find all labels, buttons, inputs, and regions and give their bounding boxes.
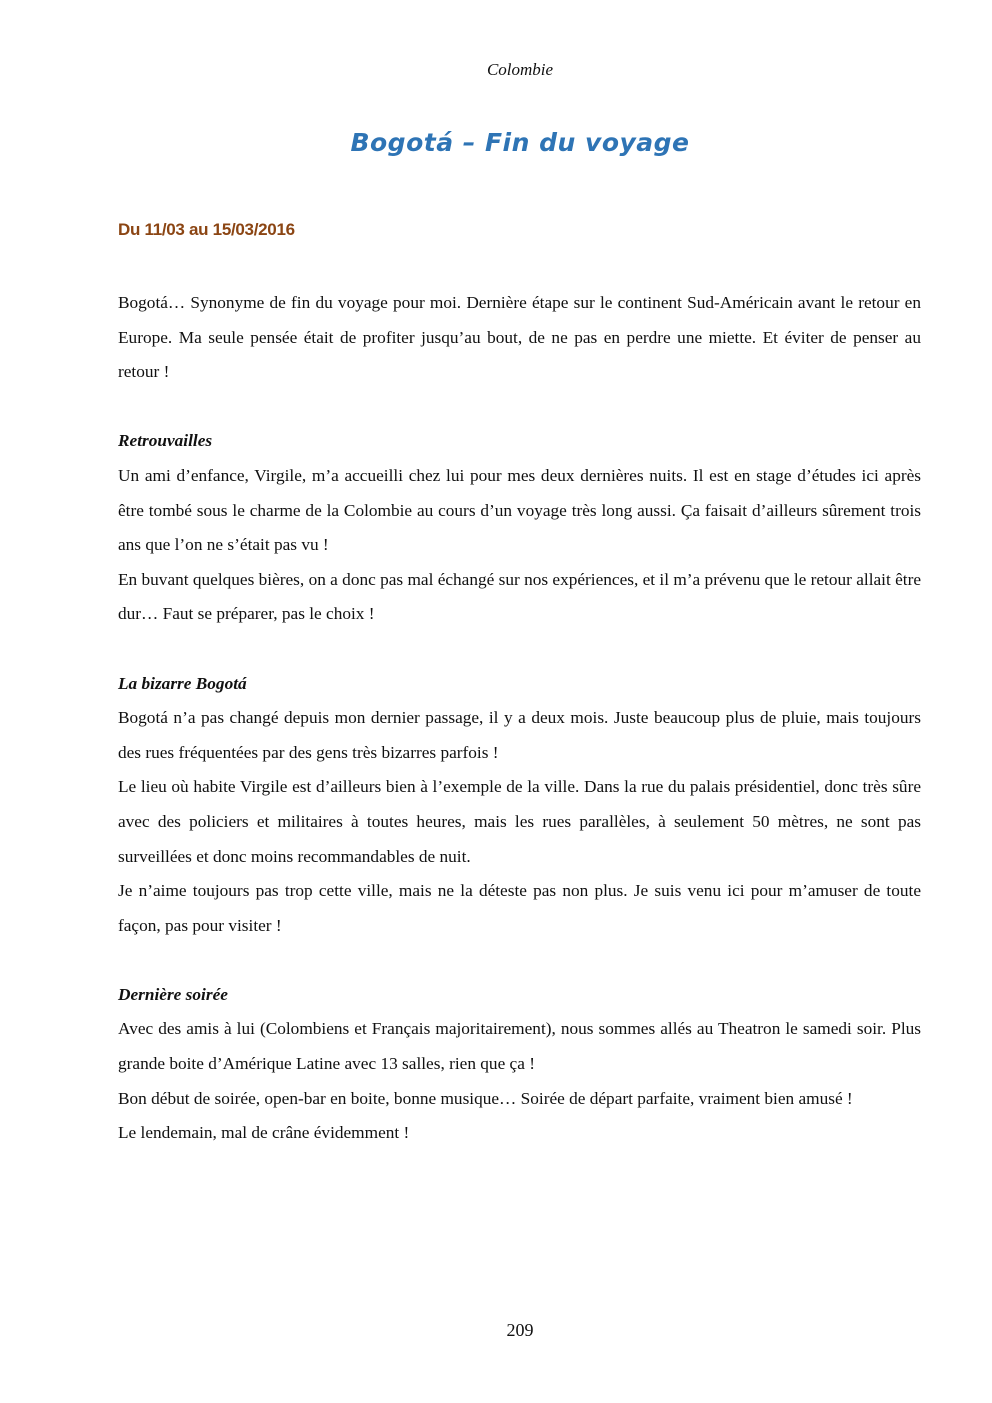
section-paragraph: Avec des amis à lui (Colombiens et Français majoritairement), nous sommes allés au Theatron le samedi soir. Plus grande boite d’Amérique Latine avec 13 salles, rien que ça ! xyxy=(118,1019,921,1074)
section-paragraph: En buvant quelques bières, on a donc pas mal échangé sur nos expériences, et il m’a prévenu que le retour allait être dur… Faut se préparer, pas le choix ! xyxy=(118,569,921,624)
section-paragraph: Le lendemain, mal de crâne évidemment ! xyxy=(118,1123,410,1143)
section-paragraph: Un ami d’enfance, Virgile, m’a accueilli chez lui pour mes deux dernières nuits. Il est en stage d’études ici après être tombé sous le charme de la Colombie au cours d’un voyage très long aussi. Ça faisait d’ailleurs sûrement trois ans que l’on ne s’était pas vu ! xyxy=(118,465,921,555)
section-heading-bizarre-bogota: La bizarre Bogotá xyxy=(118,673,247,693)
section-heading-derniere-soiree: Dernière soirée xyxy=(118,984,228,1004)
date-range-heading: Du 11/03 au 15/03/2016 xyxy=(118,220,295,239)
section-heading-retrouvailles: Retrouvailles xyxy=(118,431,213,451)
page-number: 209 xyxy=(506,1320,534,1340)
page-title: Bogotá – Fin du voyage xyxy=(350,128,690,157)
section-paragraph: Le lieu où habite Virgile est d’ailleurs bien à l’exemple de la ville. Dans la rue du palais présidentiel, donc très sûre avec des policiers et militaires à toutes heures, mais les rues parallèles, à seulement 50 mètres, ne sont pas surveillées et donc moins recommandables de nuit. xyxy=(118,777,921,866)
intro-paragraph: Bogotá… Synonyme de fin du voyage pour moi. Dernière étape sur le continent Sud-Américain avant le retour en Europe. Ma seule pensée était de profiter jusqu’au bout, de ne pas en perdre une miette. Et éviter de penser au retour ! xyxy=(118,293,921,382)
section-paragraph: Bon début de soirée, open-bar en boite, bonne musique… Soirée de départ parfaite, vraiment bien amusé ! xyxy=(118,1088,853,1108)
article-body xyxy=(118,286,921,1151)
section-paragraph: Je n’aime toujours pas trop cette ville, mais ne la déteste pas non plus. Je suis venu ici pour m’amuser de toute façon, pas pour visiter ! xyxy=(118,881,921,935)
section-paragraph: Bogotá n’a pas changé depuis mon dernier passage, il y a deux mois. Juste beaucoup plus de pluie, mais toujours des rues fréquentées par des gens très bizarres parfois ! xyxy=(118,708,921,762)
running-header: Colombie xyxy=(486,60,554,79)
